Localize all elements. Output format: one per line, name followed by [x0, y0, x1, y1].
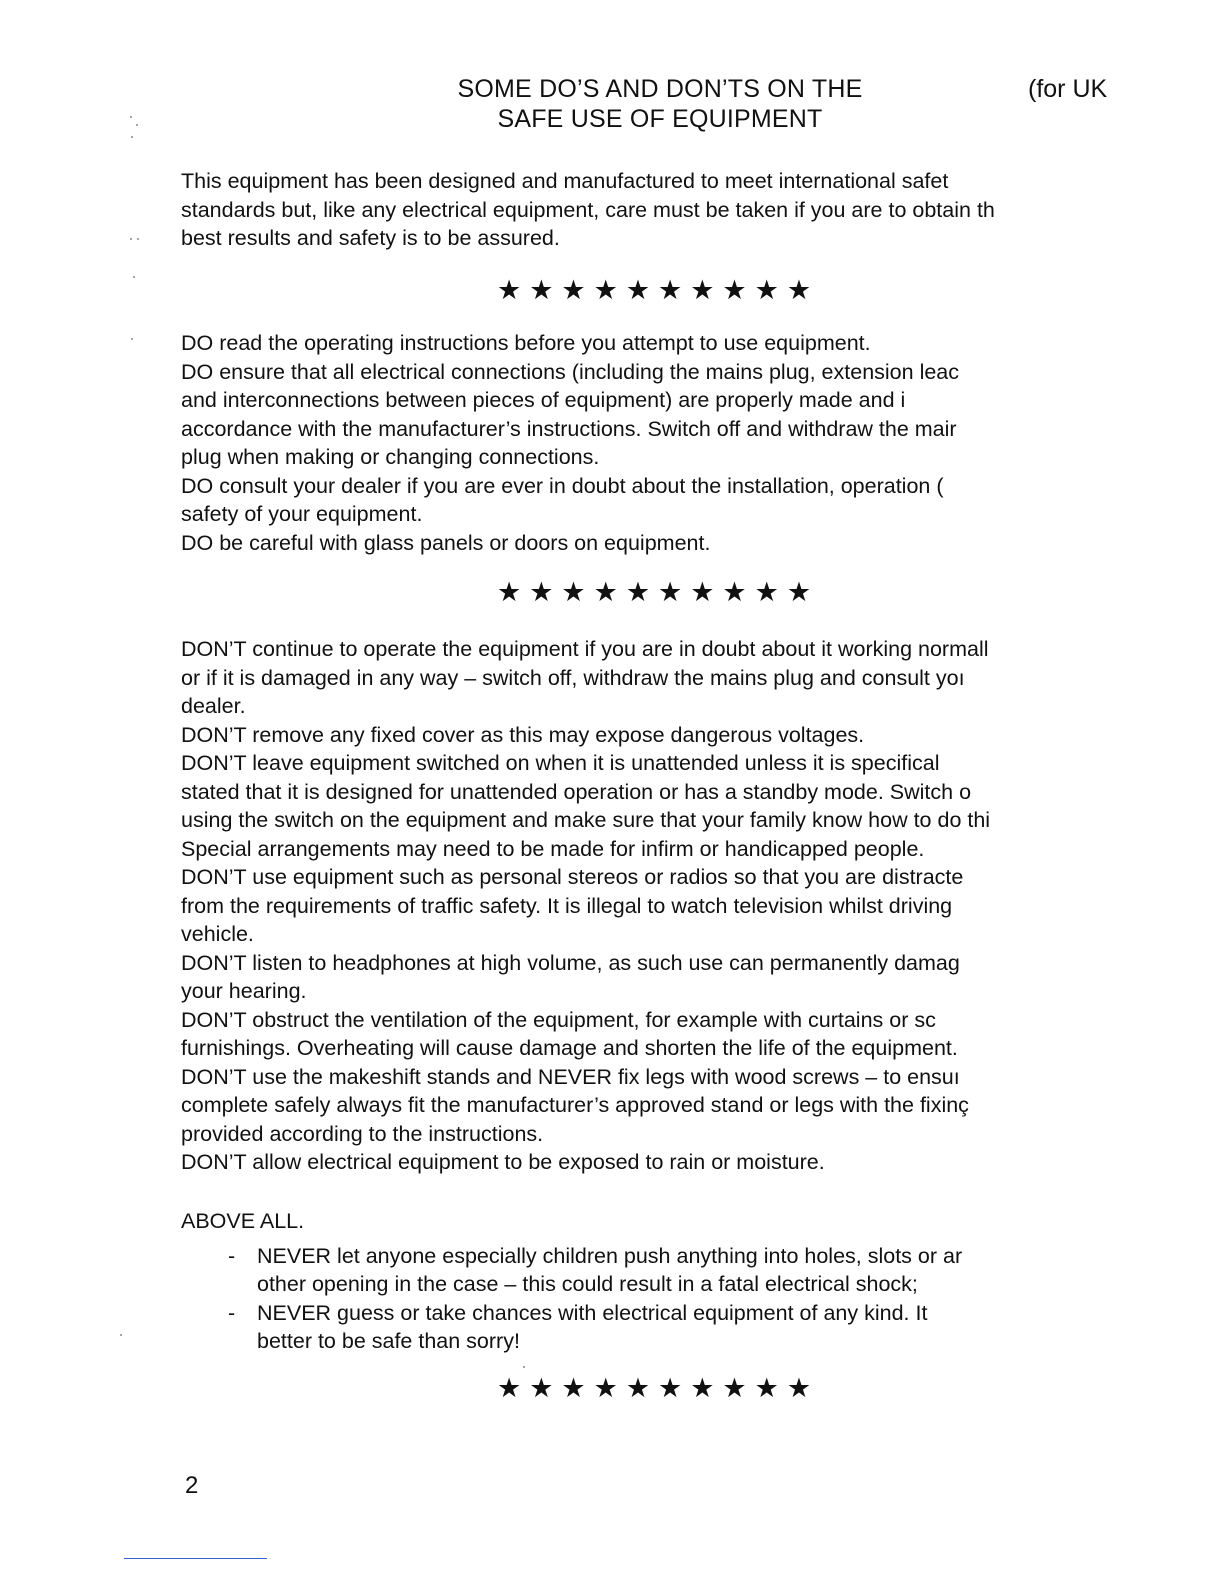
donts-line: provided according to the instructions.	[181, 1121, 544, 1146]
scan-speck	[523, 1366, 525, 1368]
separator-stars: ★★★★★★★★★★	[497, 275, 820, 305]
donts-line: DON’T allow electrical equipment to be exposed to rain or moisture.	[181, 1150, 825, 1174]
dos-line: DO consult your dealer if you are ever in doubt about the installation, operation (	[181, 473, 944, 498]
title-line-2: SAFE USE OF EQUIPMENT	[497, 105, 823, 133]
scan-speck	[133, 276, 135, 278]
donts-line: DON’T listen to headphones at high volume, as such use can permanently damag	[181, 950, 960, 975]
scan-speck	[130, 238, 132, 240]
dos-line: and interconnections between pieces of equipment) are properly made and i	[181, 388, 906, 412]
page-title	[380, 74, 940, 134]
donts-line: stated that it is designed for unattended operation or has a standby mode. Switch o	[181, 779, 972, 804]
intro-line: This equipment has been designed and manufactured to meet international safet	[181, 169, 949, 193]
donts-line: DON’T use the makeshift stands and NEVER fix legs with wood screws – to ensuı	[181, 1064, 960, 1089]
scan-speck	[130, 116, 132, 118]
dos-line: accordance with the manufacturer’s instructions. Switch off and withdraw the mair	[181, 416, 957, 441]
donts-line: DON’T leave equipment switched on when it is unattended unless it is specifical	[181, 751, 940, 775]
page-number: 2	[185, 1472, 199, 1499]
donts-line: using the switch on the equipment and make sure that your family know how to do thi	[181, 808, 991, 832]
donts-line: DON’T obstruct the ventilation of the equipment, for example with curtains or sc	[181, 1007, 936, 1032]
above-all-item-line: NEVER guess or take chances with electrical equipment of any kind. It	[257, 1300, 928, 1325]
separator-stars: ★★★★★★★★★★	[497, 577, 820, 607]
intro-line: best results and safety is to be assured.	[181, 226, 560, 250]
donts-line: Special arrangements may need to be made for infirm or handicapped people.	[181, 836, 925, 861]
dos-line: DO be careful with glass panels or doors on equipment.	[181, 530, 711, 555]
above-all-section	[181, 1207, 1224, 1356]
above-all-item-line: NEVER let anyone especially children push anything into holes, slots or ar	[257, 1243, 963, 1268]
donts-line: dealer.	[181, 694, 246, 718]
dos-line: safety of your equipment.	[181, 502, 423, 526]
donts-section	[181, 635, 1224, 1177]
dos-line: plug when making or changing connections.	[181, 445, 600, 469]
scan-speck	[120, 1334, 122, 1336]
above-all-heading: ABOVE ALL.	[181, 1209, 305, 1233]
donts-line: furnishings. Overheating will cause damage and shorten the life of the equipment.	[181, 1036, 958, 1060]
donts-line: complete safely always fit the manufacturer’s approved stand or legs with the fixinç	[181, 1093, 969, 1117]
above-all-item	[181, 1242, 1224, 1299]
footer-rule	[124, 1558, 267, 1559]
dos-line: DO read the operating instructions before you attempt to use equipment.	[181, 331, 871, 355]
scan-speck	[136, 124, 138, 126]
bullet-dash: -	[228, 1243, 236, 1268]
above-all-item-line: other opening in the case – this could result in a fatal electrical shock;	[257, 1272, 918, 1296]
separator-stars: ★★★★★★★★★★	[497, 1373, 820, 1403]
intro-paragraph	[181, 167, 1224, 253]
dos-section	[181, 329, 1224, 557]
scan-speck	[131, 136, 133, 138]
donts-line: vehicle.	[181, 922, 254, 946]
donts-line: from the requirements of traffic safety. It is illegal to watch television whilst driving	[181, 893, 953, 918]
bullet-dash: -	[228, 1300, 236, 1325]
above-all-item	[181, 1299, 1224, 1356]
title-note: (for UK	[1028, 75, 1108, 103]
scan-speck	[137, 238, 139, 240]
donts-line: DON’T continue to operate the equipment if you are in doubt about it working normall	[181, 637, 989, 661]
intro-line: standards but, like any electrical equipment, care must be taken if you are to obtain th	[181, 197, 995, 222]
donts-line: or if it is damaged in any way – switch off, withdraw the mains plug and consult yoı	[181, 665, 965, 690]
donts-line: DON’T remove any fixed cover as this may expose dangerous voltages.	[181, 722, 865, 747]
scan-speck	[131, 338, 133, 340]
donts-line: DON’T use equipment such as personal stereos or radios so that you are distracte	[181, 865, 964, 889]
donts-line: your hearing.	[181, 979, 307, 1003]
dos-line: DO ensure that all electrical connections (including the mains plug, extension leac	[181, 359, 960, 384]
above-all-item-line: better to be safe than sorry!	[257, 1329, 520, 1353]
title-line-1: SOME DO’S AND DON’TS ON THE	[457, 75, 863, 103]
